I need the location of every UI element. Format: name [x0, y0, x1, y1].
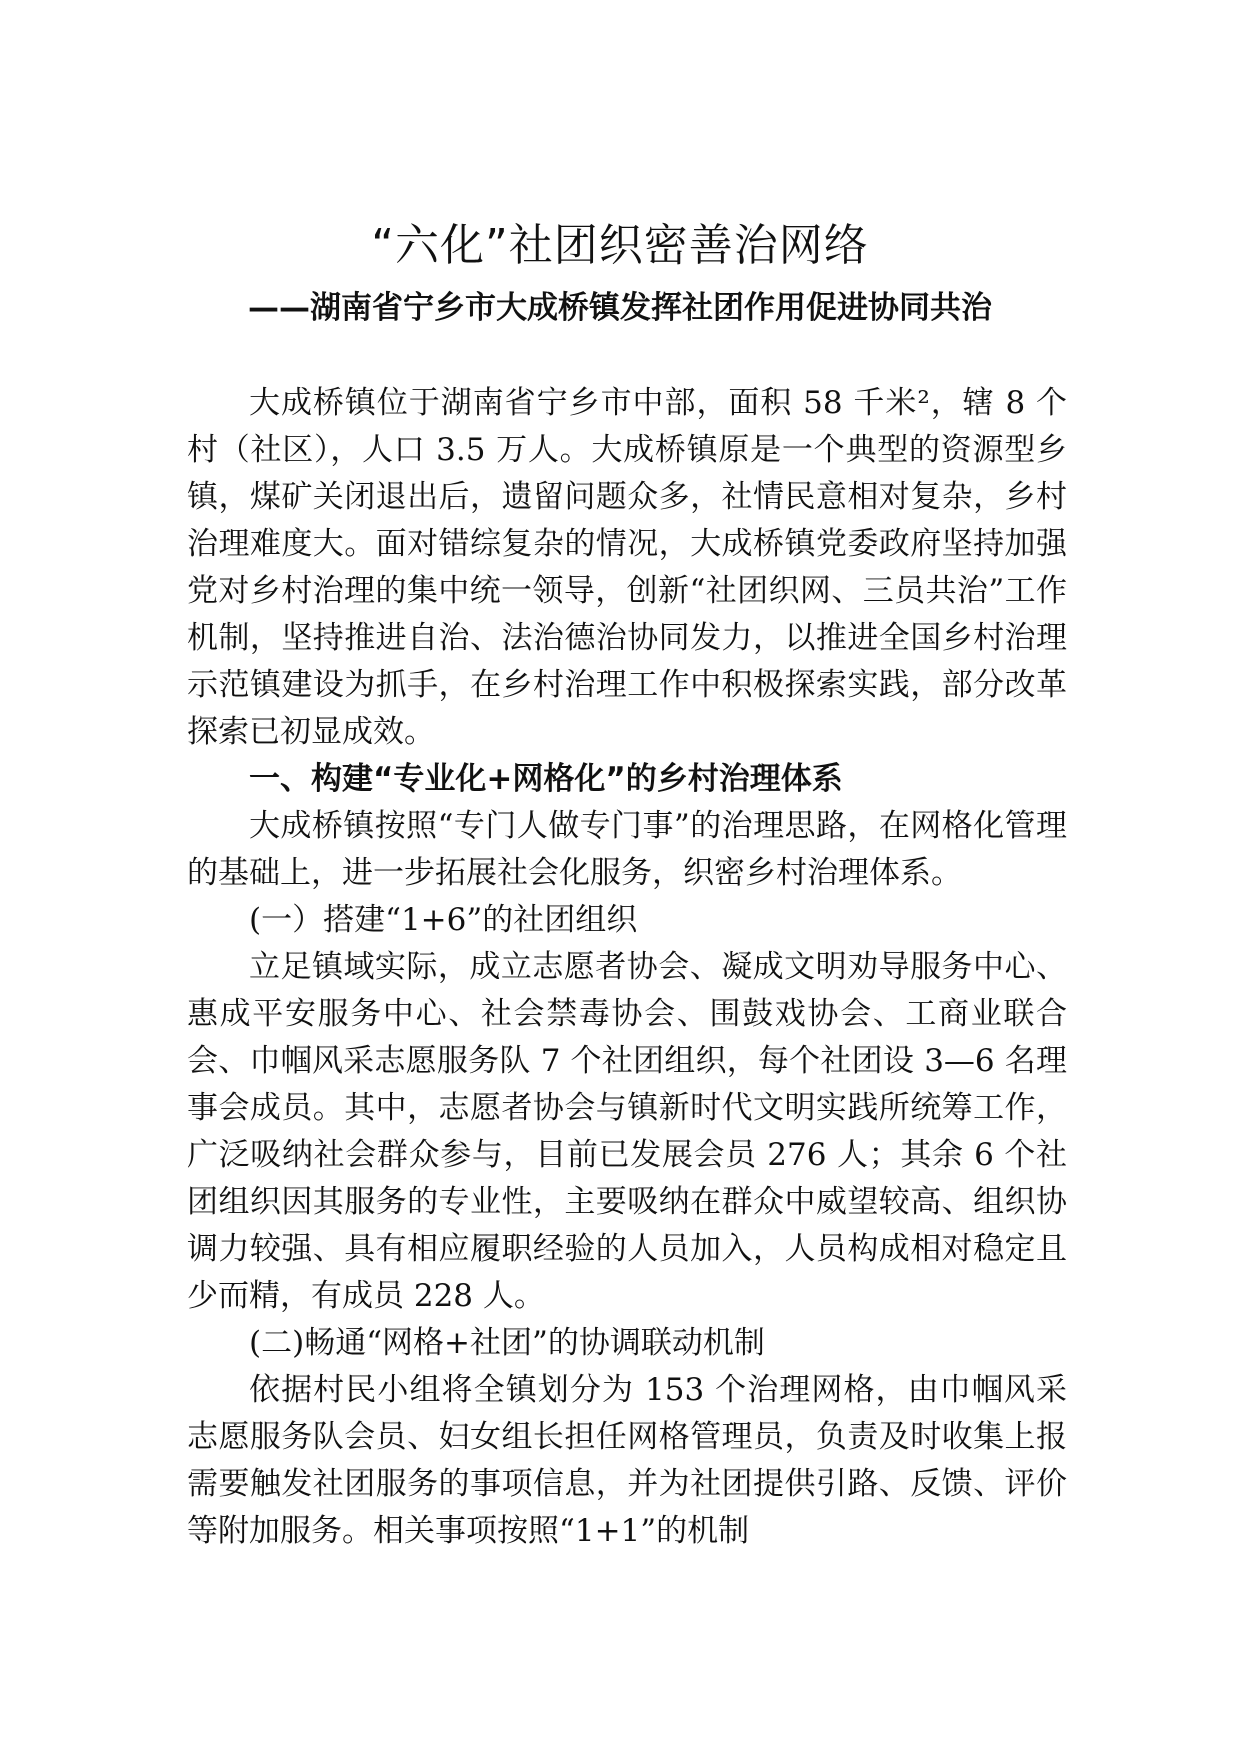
intro-paragraph: 大成桥镇位于湖南省宁乡市中部，面积 58 千米²，辖 8 个村（社区），人口 3.5 万人。大成桥镇原是一个典型的资源型乡镇，煤矿关闭退出后，遗留问题众多，社情民意相对复杂，乡村治理难度大。面对错综复杂的情况，大成桥镇党委政府坚持加强党对乡村治理的集中统一领导，创新“社团织网、三员共治”工作机制，坚持推进自治、法治德治协同发力，以推进全国乡村治理示范镇建设为抓手，在乡村治理工作中积极探索实践，部分改革探索已初显成效。: [187, 385, 1067, 750]
document-body: [187, 380, 1067, 1555]
subsection-1-paragraph: 立足镇域实际，成立志愿者协会、凝成文明劝导服务中心、惠成平安服务中心、社会禁毒协会、围鼓戏协会、工商业联合会、巾帼风采志愿服务队 7 个社团组织，每个社团设 3—6 名理事会成员。其中，志愿者协会与镇新时代文明实践所统筹工作，广泛吸纳社会群众参与，目前已发展会员 276 人；其余 6 个社团组织因其服务的专业性，主要吸纳在群众中威望较高、组织协调力较强、具有相应履职经验的人员加入，人员构成相对稳定且少而精，有成员 228 人。: [187, 949, 1067, 1314]
section-heading-1: 一、构建“专业化+网格化”的乡村治理体系: [249, 761, 843, 797]
subsection-heading-1: (一）搭建“1+6”的社团组织: [249, 902, 638, 938]
document-subtitle: ——湖南省宁乡市大成桥镇发挥社团作用促进协同共治: [248, 290, 992, 326]
subsection-heading-2: (二)畅通“网格+社团”的协调联动机制: [249, 1325, 765, 1361]
section-1-paragraph: 大成桥镇按照“专门人做专门事”的治理思路，在网格化管理的基础上，进一步拓展社会化服务，织密乡村治理体系。: [187, 808, 1067, 891]
document-title: “六化”社团织密善治网络: [371, 220, 869, 271]
subsection-2-paragraph: 依据村民小组将全镇划分为 153 个治理网格，由巾帼风采志愿服务队会员、妇女组长担任网格管理员，负责及时收集上报需要触发社团服务的事项信息，并为社团提供引路、反馈、评价等附加服务。相关事项按照“1+1”的机制: [187, 1372, 1067, 1549]
